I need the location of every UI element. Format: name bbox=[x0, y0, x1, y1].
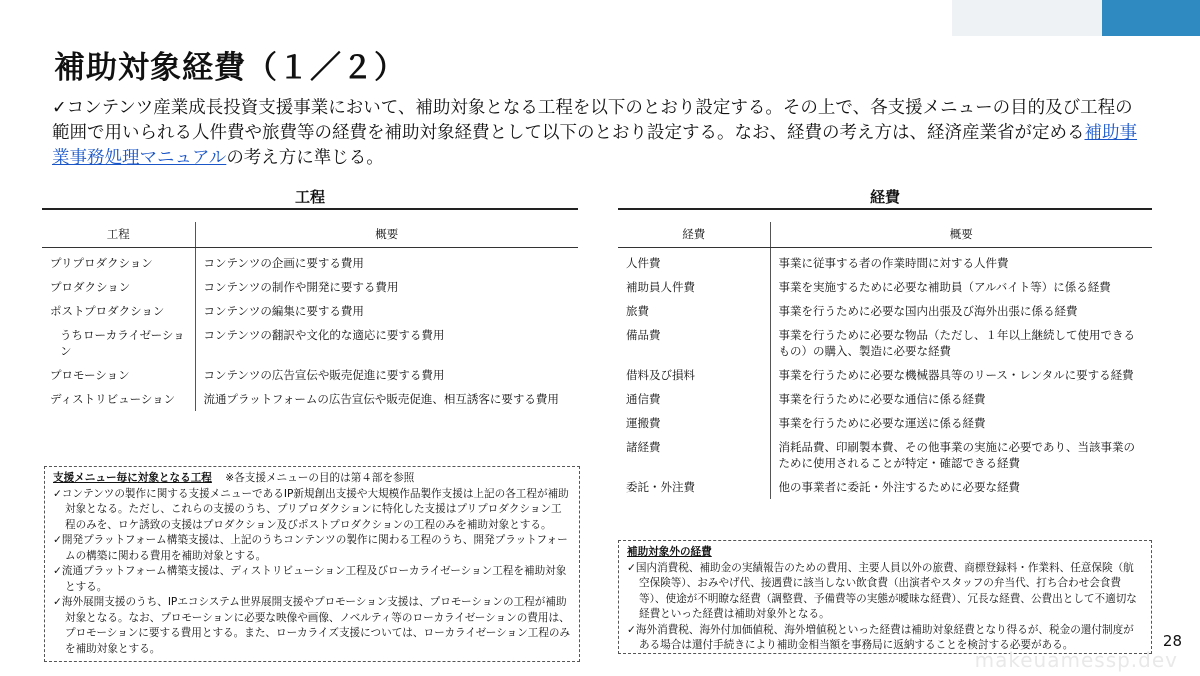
table-row bbox=[42, 275, 578, 299]
process-desc-header: 概要 bbox=[195, 222, 578, 248]
header-decoration-blue bbox=[1102, 0, 1200, 36]
table-row bbox=[42, 299, 578, 323]
expense-desc-header: 概要 bbox=[770, 222, 1152, 248]
expense-name: 委託・外注費 bbox=[618, 475, 770, 499]
process-desc: コンテンツの翻訳や文化的な適応に要する費用 bbox=[203, 328, 445, 342]
table-row bbox=[618, 323, 1152, 363]
page-title: 補助対象経費（１／２） bbox=[54, 50, 406, 86]
process-desc: コンテンツの企画に要する費用 bbox=[203, 256, 364, 270]
process-desc: コンテンツの制作や開発に要する費用 bbox=[203, 280, 399, 294]
expense-name: 補助員人件費 bbox=[618, 275, 770, 299]
process-name: うちローカライゼーション bbox=[42, 323, 195, 363]
expense-desc: 事業を行うために必要な通信に係る経費 bbox=[778, 392, 986, 406]
table-row bbox=[42, 387, 578, 411]
support-menu-box bbox=[44, 466, 580, 662]
list-item: ✓コンテンツの製作に関する支援メニューであるIP新規創出支援や大規模作品製作支援は上記の各工程が補助対象となる。ただし、これらの支援のうち、プリプロダクションに特化した支援はプリプロダクション工程のみを、ロケ誘致の支援はプロダクション及びポストプロダクションの工程のみを補助対象とする。 bbox=[53, 487, 569, 531]
expense-desc: 事業を実施するために必要な補助員（アルバイト等）に係る経費 bbox=[778, 280, 1111, 294]
table-row bbox=[42, 323, 578, 363]
excluded-box-heading: 補助対象外の経費 bbox=[627, 546, 712, 558]
expense-name: 借料及び損料 bbox=[618, 363, 770, 387]
process-table bbox=[42, 222, 578, 411]
expenses-rule bbox=[618, 208, 1152, 210]
process-name: ポストプロダクション bbox=[42, 299, 195, 323]
expense-name: 旅費 bbox=[618, 299, 770, 323]
table-row bbox=[618, 248, 1152, 276]
table-row bbox=[618, 475, 1152, 499]
process-col-header: 工程 bbox=[42, 222, 195, 248]
expense-desc: 事業に従事する者の作業時間に対する人件費 bbox=[778, 256, 1009, 270]
intro-text: ✓コンテンツ産業成長投資支援事業において、補助対象となる工程を以下のとおり設定する。その上で、各支援メニューの目的及び工程の範囲で用いられる人件費や旅費等の経費を補助対象経費として以下のとおり設定する。なお、経費の考え方は、経済産業省が定める bbox=[52, 98, 1133, 143]
header-decoration-light bbox=[952, 0, 1102, 36]
table-row bbox=[618, 435, 1152, 475]
table-row bbox=[42, 363, 578, 387]
expense-desc: 事業を行うために必要な国内出張及び海外出張に係る経費 bbox=[778, 304, 1078, 318]
list-item: ✓開発プラットフォーム構築支援は、上記のうちコンテンツの製作に関わる工程のうち、開発プラットフォームの構築に関わる費用を補助対象とする。 bbox=[53, 534, 568, 562]
intro-paragraph bbox=[52, 96, 1142, 171]
list-item: ✓流通プラットフォーム構築支援は、ディストリビューション工程及びローカライゼーション工程を補助対象とする。 bbox=[53, 565, 567, 593]
process-name: プロダクション bbox=[42, 275, 195, 299]
excluded-expenses-box bbox=[618, 540, 1152, 654]
expense-desc: 他の事業者に委託・外注するために必要な経費 bbox=[778, 480, 1020, 494]
expense-desc: 事業を行うために必要な運送に係る経費 bbox=[778, 416, 986, 430]
expense-name: 運搬費 bbox=[618, 411, 770, 435]
expenses-section-title: 経費 bbox=[869, 188, 900, 206]
support-box-heading: 支援メニュー毎に対象となる工程 bbox=[53, 472, 212, 484]
list-item: ✓海外展開支援のうち、IPエコシステム世界展開支援やプロモーション支援は、プロモーションの工程が補助対象となる。なお、プロモーションに必要な映像や画像、ノベルティ等のローカライゼーションの費用は、プロモーションに要する費用とする。また、ローカライズ支援については、ローカライゼーション工程のみを補助対象とする。 bbox=[53, 596, 571, 655]
list-item: ✓海外消費税、海外付加価値税、海外増値税といった経費は補助対象経費となり得るが、税金の還付制度がある場合は還付手続きにより補助金相当額を事務局に返納することを検討する必要がある。 bbox=[627, 623, 1134, 651]
table-row bbox=[618, 411, 1152, 435]
process-desc: コンテンツの編集に要する費用 bbox=[203, 304, 364, 318]
expense-name: 諸経費 bbox=[618, 435, 770, 475]
support-box-note: ※各支援メニューの目的は第４部を参照 bbox=[225, 472, 415, 484]
process-desc: コンテンツの広告宣伝や販売促進に要する費用 bbox=[203, 368, 445, 382]
expenses-table bbox=[618, 222, 1152, 499]
manual-link[interactable]: 補助事業事務処理マニュアル bbox=[52, 123, 1137, 168]
process-desc: 流通プラットフォームの広告宣伝や販売促進、相互誘客に要する費用 bbox=[203, 392, 559, 406]
process-section-title: 工程 bbox=[294, 188, 325, 206]
expense-col-header: 経費 bbox=[618, 222, 770, 248]
expense-name: 備品費 bbox=[618, 323, 770, 363]
process-rule bbox=[42, 208, 578, 210]
list-item: ✓国内消費税、補助金の実績報告のための費用、主要人員以外の旅費、商標登録料・作業料、任意保険（航空保険等）、おみやげ代、接遇費に該当しない飲食費（出演者やスタッフの弁当代、打ち合わせ会食費等）、使途が不明瞭な経費（調整費、予備費等の実態が曖昧な経費）、冗長な経費、公費出として不適切な経費といった経費は補助対象外となる。 bbox=[627, 561, 1137, 620]
page-number: 28 bbox=[1162, 632, 1182, 650]
expense-desc: 事業を行うために必要な機械器具等のリース・レンタルに要する経費 bbox=[778, 368, 1134, 382]
table-row bbox=[618, 363, 1152, 387]
expense-name: 通信費 bbox=[618, 387, 770, 411]
process-name: プリプロダクション bbox=[42, 248, 195, 276]
expense-desc: 事業を行うために必要な物品（ただし、１年以上継続して使用できるもの）の購入、製造に必要な経費 bbox=[778, 328, 1135, 358]
expense-name: 人件費 bbox=[618, 248, 770, 276]
table-row bbox=[42, 248, 578, 276]
table-row bbox=[618, 275, 1152, 299]
process-name: プロモーション bbox=[42, 363, 195, 387]
watermark: makeuamessp.dev bbox=[974, 648, 1178, 672]
table-row bbox=[618, 299, 1152, 323]
expense-desc: 消耗品費、印刷製本費、その他事業の実施に必要であり、当該事業のために使用されることが特定・確認できる経費 bbox=[778, 440, 1135, 470]
process-name: ディストリビューション bbox=[42, 387, 195, 411]
intro-text-end: の考え方に準じる。 bbox=[226, 148, 384, 168]
table-row bbox=[618, 387, 1152, 411]
